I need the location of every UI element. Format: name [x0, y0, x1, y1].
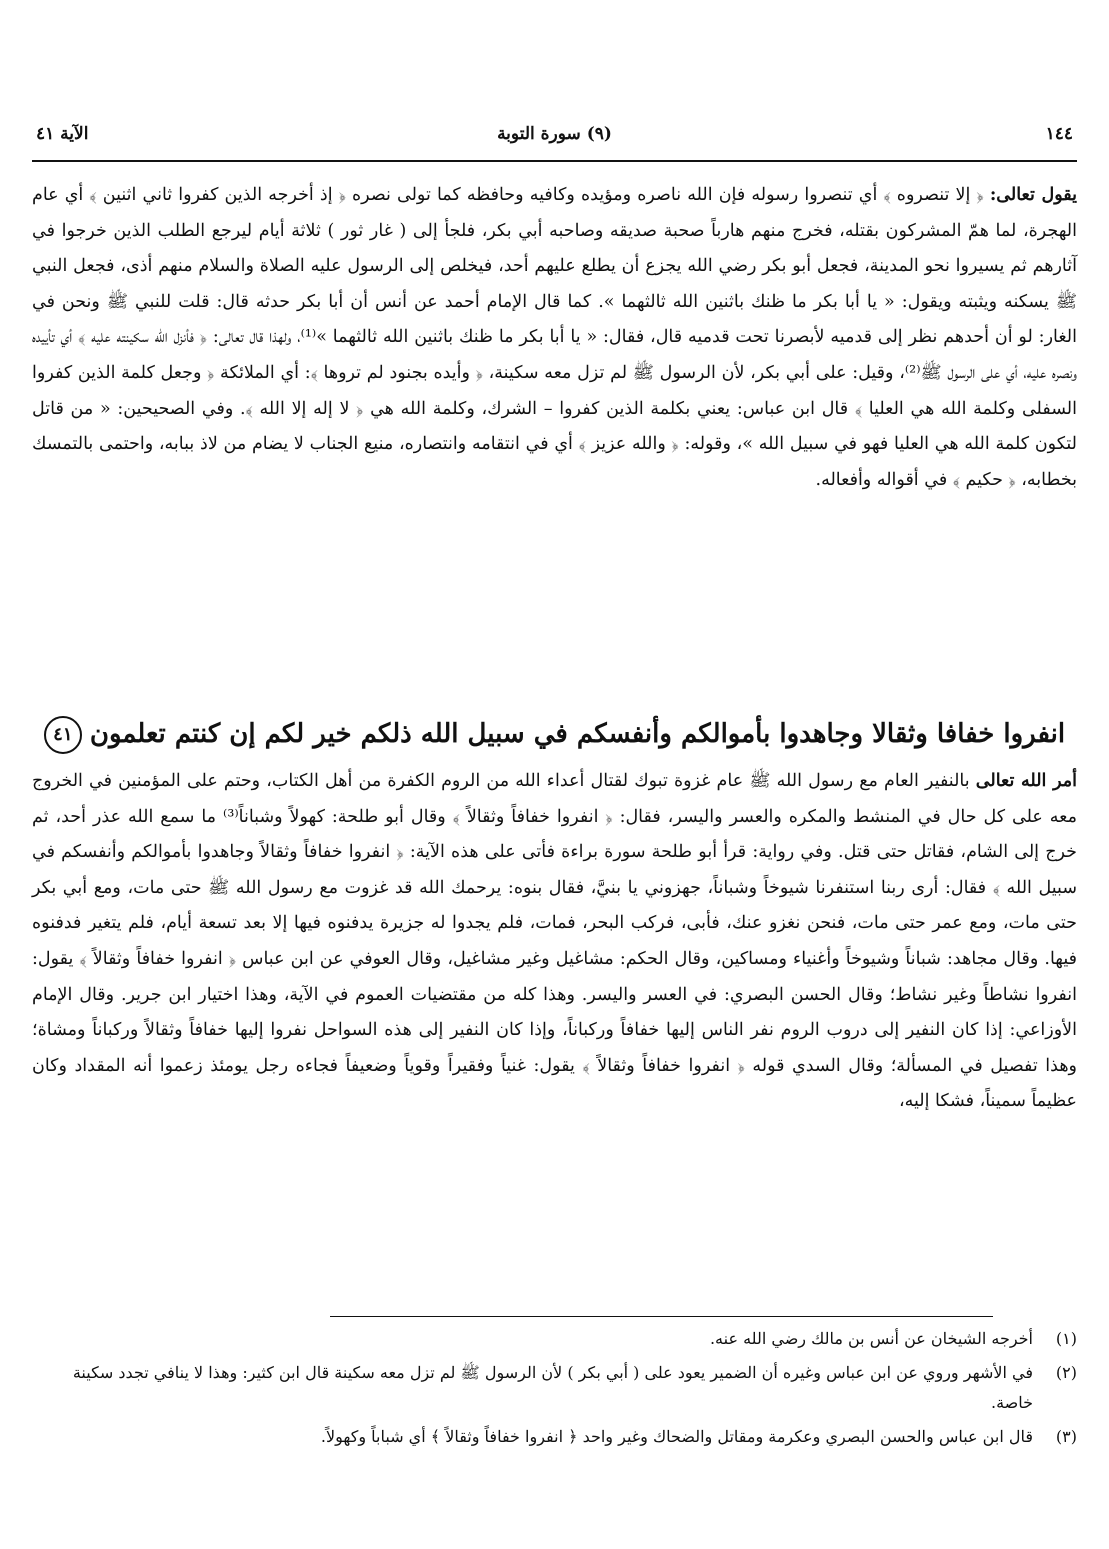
ayah-label: الآية ٤١	[36, 124, 89, 144]
paragraph-text: بالنفير العام مع رسول الله ﷺ عام غزوة تبوك لقتال أعداء الله من الروم الكفرة من أهل الكتاب، وحتم على المؤمنين في الخروج معه على كل حال في المنشط والمكره والعسر واليسر، فقال: ﴿ انفروا خفافاً وثقالاً ﴾ وقال أبو طلحة: كهولاً وشباناً⁽³⁾ ما سمع الله عذر أحد، ثم خرج إلى الشام، فقاتل حتى قتل. وفي رواية: قرأ أبو طلحة سورة براءة فأتى على هذه الآية: ﴿ انفروا خفافاً وثقالاً وجاهدوا بأموالكم وأنفسكم في سبيل الله ﴾ فقال: أرى ربنا استنفرنا شيوخاً وشباناً، جهزوني يا بنيَّ، فقال بنوه: يرحمك الله قد غزوت مع رسول الله ﷺ حتى مات، ومع أبي بكر حتى مات، ومع عمر حتى مات، فنحن نغزو عنك، فأبى، فركب البحر، فمات، فلم يجدوا له جزيرة يدفنوه فيها إلا بعد تسعة أيام، فلم يتغير فدفنوه فيها. وقال مجاهد: شباناً وشيوخاً وأغنياء ومساكين، وقال الحكم: مشاغيل وغير مشاغيل، وقال العوفي عن ابن عباس ﴿ انفروا خفافاً وثقالاً ﴾ يقول: انفروا نشاطاً وغير نشاط؛ وقال الحسن البصري: في العسر واليسر. وهذا كله من مقتضيات العموم في الآية، وهذا اختيار ابن جرير. وقال الإمام الأوزاعي: إذا كان النفير إلى دروب الروم نفر الناس إليها خفافاً وركباناً، وإذا كان النفير إلى هذه السواحل نفروا إليها خفافاً وثقالاً وركباناً ومشاة؛ وهذا تفصيل في المسألة؛ وقال السدي قوله ﴿ انفروا خفافاً وثقالاً ﴾ يقول: غنياً وفقيراً وقوياً وضعيفاً فجاءه رجل يومئذ زعموا أنه المقداد وكان عظيماً سميناً، فشكا إليه،	[32, 771, 1077, 1112]
footnote-text: أخرجه الشيخان عن أنس بن مالك رضي الله عنه.	[709, 1329, 1033, 1348]
footnote-text: في الأشهر وروي عن ابن عباس وغيره أن الضمير يعود على ( أبي بكر ) لأن الرسول ﷺ لم تزل معه سكينة قال ابن كثير: وهذا لا ينافي تجدد سكينة خاصة.	[72, 1363, 1033, 1412]
commentary-section-1	[32, 178, 1077, 498]
paragraph-lead: أمر الله تعالى	[975, 771, 1077, 791]
verse-number-ornament: ٤١	[44, 716, 82, 754]
quran-verse	[32, 706, 1077, 762]
paragraph-lead: يقول تعالى:	[989, 185, 1077, 205]
footnote-text: قال ابن عباس والحسن البصري وعكرمة ومقاتل والضحاك وغير واحد ﴿ انفروا خفافاً وثقالاً ﴾ أي شباباً وكهولاً.	[320, 1427, 1033, 1446]
verse-text: انفروا خفافا وثقالا وجاهدوا بأموالكم وأنفسكم في سبيل الله ذلكم خير لكم إن كنتم تعلمون	[89, 719, 1066, 749]
footnote-number: (٣)	[1055, 1427, 1077, 1446]
commentary-paragraph	[32, 764, 1077, 1120]
header-divider	[32, 160, 1077, 162]
footnote	[32, 1324, 1077, 1354]
footnotes	[32, 1324, 1077, 1456]
footnote	[32, 1358, 1077, 1418]
commentary-paragraph	[32, 178, 1077, 498]
footnote-number: (١)	[1055, 1329, 1077, 1348]
paragraph-text: ﴿ إلا تنصروه ﴾ أي تنصروا رسوله فإن الله ناصره ومؤيده وكافيه وحافظه كما تولى نصره ﴿ إذ أخرجه الذين كفروا ثاني اثنين ﴾ أي عام الهجرة، لما همّ المشركون بقتله، فخرج منهم هارباً صحبة صديقه وصاحبه أبي بكر، فلجأ إلى ( غار ثور ) ثلاثة أيام ليرجع الطلب الذين خرجوا في آثارهم ثم يسيروا نحو المدينة، فجعل أبو بكر رضي الله يجزع أن يطلع عليهم أحد، فيخلص إلى الرسول عليه الصلاة والسلام منهم أذى، فجعل النبي ﷺ يسكنه ويثبته ويقول: « يا أبا بكر ما ظنك باثنين الله ثالثهما ». كما قال الإمام أحمد عن أنس أن أبا بكر حدثه قال: قلت للنبي ﷺ ونحن في الغار: لو أن أحدهم نظر إلى قدميه لأبصرنا تحت قدميه قال، فقال: « يا أبا بكر ما ظنك باثنين الله ثالثهما »⁽¹⁾، ولهذا قال تعالى: ﴿ فأنزل الله سكينته عليه ﴾ أي تأييده ونصره عليه، أي على الرسول ﷺ⁽²⁾، وقيل: على أبي بكر، لأن الرسول ﷺ لم تزل معه سكينة، ﴿ وأيده بجنود لم تروها ﴾: أي الملائكة ﴿ وجعل كلمة الذين كفروا السفلى وكلمة الله هي العليا ﴾ قال ابن عباس: يعني بكلمة الذين كفروا – الشرك، وكلمة الله هي ﴿ لا إله إلا الله ﴾. وفي الصحيحين: « من قاتل لتكون كلمة الله هي العليا فهو في سبيل الله »، وقوله: ﴿ والله عزيز ﴾ أي في انتقامه وانتصاره، منيع الجناب لا يضام من لاذ ببابه، واحتمى بالتمسك بخطابه، ﴿ حكيم ﴾ في أقواله وأفعاله.	[32, 185, 1077, 490]
page-number: ١٤٤	[1045, 124, 1073, 144]
commentary-section-2	[32, 764, 1077, 1120]
footnote	[32, 1422, 1077, 1452]
footnote-divider	[330, 1316, 993, 1317]
surah-title: (٩) سورة التوبة	[497, 124, 612, 144]
footnote-number: (٢)	[1055, 1363, 1077, 1382]
